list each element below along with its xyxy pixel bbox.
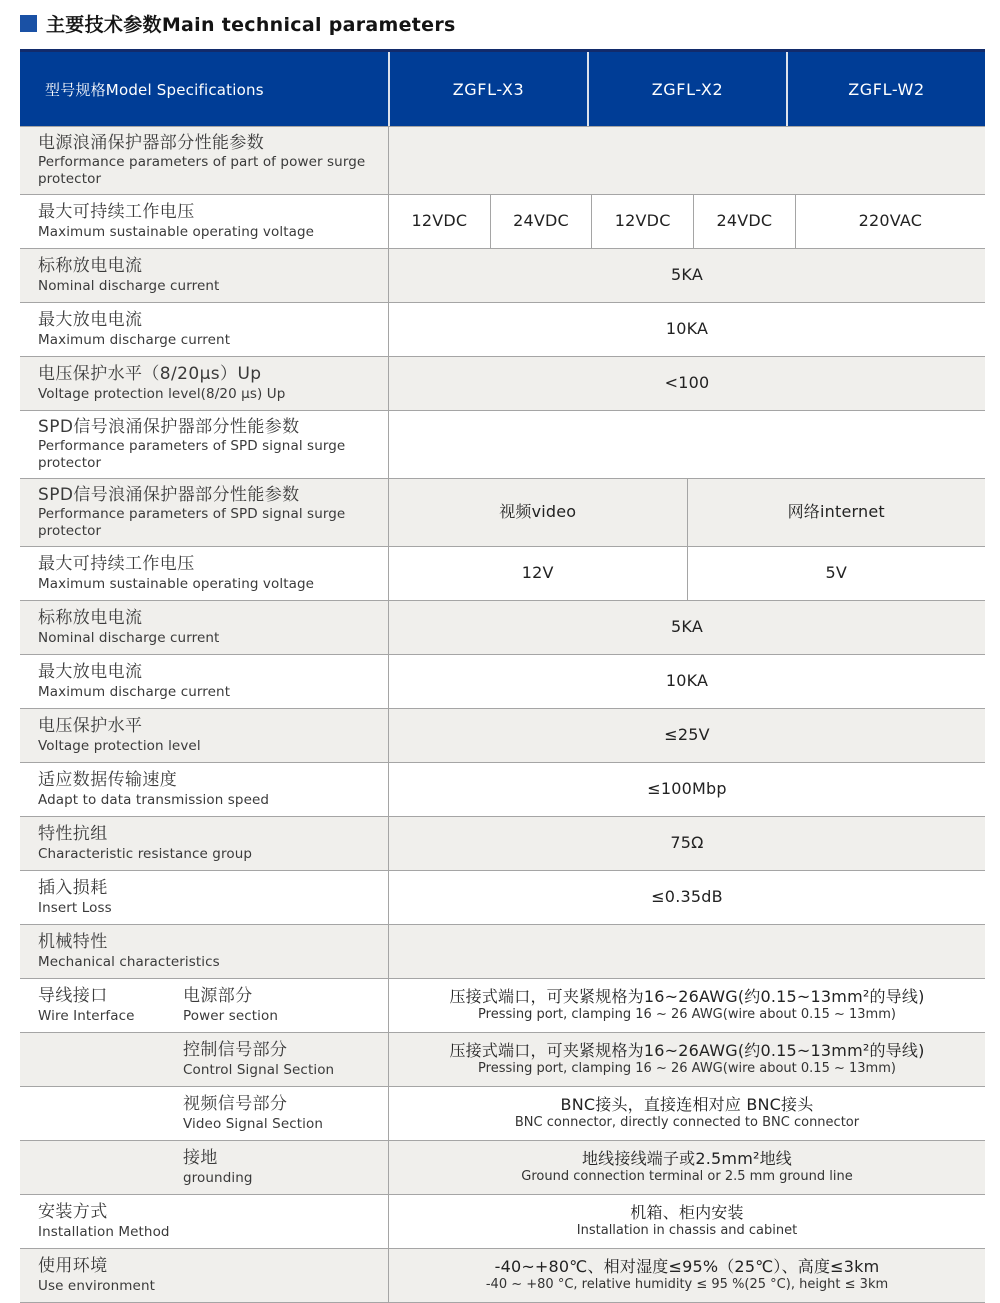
row-label-en: Mechanical characteristics — [38, 953, 220, 970]
header-model-zgfl-x2: ZGFL-X2 — [587, 52, 786, 126]
row-label-en: Nominal discharge current — [38, 629, 220, 646]
value-text-zh: -40~+80℃、相对湿度≤95%（25℃）、高度≤3km — [494, 1256, 880, 1276]
row-label — [20, 1141, 388, 1194]
table-row — [20, 708, 985, 762]
table-row — [20, 546, 985, 600]
row-values — [388, 925, 985, 978]
table-row — [20, 816, 985, 870]
section-title-en: Main technical parameters — [161, 14, 456, 36]
row-label-zh: SPD信号浪涌保护器部分性能参数 — [38, 417, 300, 437]
row-label-en: Adapt to data transmission speed — [38, 791, 270, 808]
row-label — [20, 357, 388, 410]
row-values — [388, 763, 985, 816]
row-label-zh: 电源浪涌保护器部分性能参数 — [38, 133, 265, 153]
row-label — [20, 709, 388, 762]
value-cell — [389, 1195, 985, 1248]
value-cell — [389, 763, 985, 816]
table-row — [20, 302, 985, 356]
value-text-zh: 24VDC — [513, 211, 569, 231]
row-values — [388, 479, 985, 546]
value-cell — [389, 411, 985, 478]
row-label-en: Maximum discharge current — [38, 331, 231, 348]
row-label — [20, 479, 388, 546]
row-label-zh: 最大可持续工作电压 — [38, 202, 195, 223]
value-text-zh: ≤25V — [664, 725, 710, 745]
row-label-en: Use environment — [38, 1277, 155, 1294]
row-label-zh: 插入损耗 — [38, 878, 108, 899]
row-label-zh: 电压保护水平 — [38, 716, 143, 737]
row-sub-label-en: Control Signal Section — [183, 1061, 335, 1078]
row-label-zh: 使用环境 — [38, 1256, 108, 1277]
value-cell — [490, 195, 592, 248]
value-text-zh: BNC接头，直接连相对应 BNC接头 — [560, 1094, 814, 1114]
row-sub-label-en: grounding — [183, 1169, 253, 1186]
row-label-zh: 特性抗组 — [38, 824, 108, 845]
spec-table — [20, 49, 985, 1303]
row-group-label — [38, 986, 183, 1024]
value-text-zh: 10KA — [665, 319, 709, 339]
value-text-zh: 12V — [521, 563, 554, 583]
value-cell — [389, 547, 687, 600]
table-row — [20, 194, 985, 248]
value-cell — [389, 357, 985, 410]
row-label-zh: 最大放电电流 — [38, 310, 143, 331]
row-label-en: Performance parameters of SPD signal surge protector — [38, 438, 346, 472]
value-text-zh: 12VDC — [614, 211, 671, 231]
value-cell — [389, 979, 985, 1032]
value-cell — [591, 195, 693, 248]
row-values — [388, 655, 985, 708]
row-label-en: Maximum discharge current — [38, 683, 231, 700]
table-row — [20, 978, 985, 1032]
row-label-en: Nominal discharge current — [38, 277, 220, 294]
row-label-zh: 电压保护水平（8/20μs）Up — [38, 364, 262, 385]
table-row — [20, 478, 985, 546]
row-values — [388, 547, 985, 600]
header-model-zgfl-x3: ZGFL-X3 — [388, 52, 587, 126]
row-values — [388, 1249, 985, 1302]
row-values — [388, 1033, 985, 1086]
value-text-en: Pressing port, clamping 16 ~ 26 AWG(wire about 0.15 ~ 13mm) — [478, 1061, 896, 1077]
table-row — [20, 1194, 985, 1248]
table-row — [20, 870, 985, 924]
value-text-zh: 地线接线端子或2.5mm²地线 — [581, 1148, 793, 1168]
value-text-en: -40 ~ +80 °C, relative humidity ≤ 95 %(25 °C), height ≤ 3km — [485, 1277, 889, 1293]
section-title-zh: 主要技术参数 — [46, 14, 162, 36]
row-label — [20, 817, 388, 870]
value-cell — [687, 547, 986, 600]
value-text-en: Pressing port, clamping 16 ~ 26 AWG(wire about 0.15 ~ 13mm) — [478, 1007, 896, 1023]
row-label-zh: 最大可持续工作电压 — [38, 554, 195, 575]
header-model-zgfl-w2: ZGFL-W2 — [786, 52, 985, 126]
table-row — [20, 762, 985, 816]
row-values — [388, 303, 985, 356]
value-cell — [693, 195, 795, 248]
row-values — [388, 127, 985, 194]
row-label-en: Performance parameters of SPD signal surge protector — [38, 506, 346, 540]
row-label — [20, 763, 388, 816]
row-label — [20, 411, 388, 478]
row-label — [20, 1249, 388, 1302]
row-label — [20, 925, 388, 978]
value-text-zh: 视频video — [499, 502, 577, 522]
row-label-zh: SPD信号浪涌保护器部分性能参数 — [38, 485, 300, 505]
value-cell — [389, 127, 985, 194]
value-text-zh: 网络internet — [787, 502, 885, 522]
value-text-zh: 5KA — [671, 617, 703, 637]
value-cell — [389, 1141, 985, 1194]
table-row — [20, 356, 985, 410]
row-label — [20, 547, 388, 600]
row-values — [388, 249, 985, 302]
value-cell — [389, 655, 985, 708]
value-text-zh: 压接式端口，可夹紧规格为16~26AWG(约0.15~13mm²的导线) — [449, 1040, 925, 1060]
value-cell — [389, 479, 687, 546]
header-model-specifications: 型号规格Model Specifications — [45, 80, 264, 99]
row-label — [20, 1195, 388, 1248]
value-cell — [687, 479, 986, 546]
value-text-en: BNC connector, directly connected to BNC connector — [514, 1115, 860, 1131]
table-row — [20, 248, 985, 302]
row-label-zh: 最大放电电流 — [38, 662, 143, 683]
row-values — [388, 601, 985, 654]
row-label — [20, 195, 388, 248]
row-sub-label — [183, 1040, 380, 1078]
section-title — [20, 10, 985, 37]
row-label-en: Installation Method — [38, 1223, 170, 1240]
table-row — [20, 1086, 985, 1140]
row-sub-label-zh: 控制信号部分 — [183, 1040, 288, 1061]
value-text-zh: ≤100Mbp — [647, 779, 727, 799]
spec-table-header — [20, 49, 985, 126]
value-cell — [389, 1033, 985, 1086]
row-sub-label-zh: 电源部分 — [183, 986, 253, 1007]
section-title-text — [46, 10, 456, 37]
value-cell — [389, 249, 985, 302]
row-label-zh: 机械特性 — [38, 932, 108, 953]
row-values — [388, 1195, 985, 1248]
value-text-en: Ground connection terminal or 2.5 mm ground line — [521, 1169, 853, 1185]
value-text-zh: 12VDC — [411, 211, 468, 231]
row-values — [388, 817, 985, 870]
value-text-zh: 75Ω — [670, 833, 704, 853]
row-sub-label — [183, 1148, 380, 1186]
row-sub-label-zh: 接地 — [183, 1148, 218, 1169]
value-cell — [389, 925, 985, 978]
value-text-zh: 机箱、柜内安装 — [630, 1202, 744, 1222]
row-sub-label-en: Power section — [183, 1007, 279, 1024]
value-text-zh: 5V — [825, 563, 848, 583]
row-label-zh: 标称放电电流 — [38, 608, 143, 629]
row-label — [20, 127, 388, 194]
row-values — [388, 709, 985, 762]
row-group-label-zh: 导线接口 — [38, 986, 108, 1007]
row-values — [388, 195, 985, 248]
value-text-zh: 24VDC — [716, 211, 773, 231]
spec-table-rows — [20, 126, 985, 1302]
row-label-en: Performance parameters of part of power surge protector — [38, 154, 366, 188]
table-row — [20, 1032, 985, 1086]
value-cell — [389, 1087, 985, 1140]
table-row — [20, 654, 985, 708]
row-sub-label — [183, 1094, 380, 1132]
row-label — [20, 249, 388, 302]
value-text-zh: 5KA — [671, 265, 703, 285]
row-label-zh: 标称放电电流 — [38, 256, 143, 277]
value-text-zh: 220VAC — [858, 211, 923, 231]
value-cell — [389, 601, 985, 654]
value-cell — [389, 303, 985, 356]
value-cell — [389, 871, 985, 924]
row-values — [388, 357, 985, 410]
row-values — [388, 1141, 985, 1194]
value-text-zh: 压接式端口，可夹紧规格为16~26AWG(约0.15~13mm²的导线) — [449, 986, 925, 1006]
row-label-en: Characteristic resistance group — [38, 845, 253, 862]
row-sub-label-zh: 视频信号部分 — [183, 1094, 288, 1115]
row-group-label-en: Wire Interface — [38, 1007, 135, 1024]
table-row — [20, 600, 985, 654]
value-cell — [795, 195, 985, 248]
row-sub-label-en: Video Signal Section — [183, 1115, 324, 1132]
title-bullet-square — [20, 15, 37, 32]
value-cell — [389, 817, 985, 870]
row-sub-label — [183, 986, 380, 1024]
value-cell — [389, 709, 985, 762]
row-label-en: Voltage protection level(8/20 μs) Up — [38, 385, 286, 402]
row-label-en: Insert Loss — [38, 899, 112, 916]
row-values — [388, 979, 985, 1032]
row-label — [20, 1033, 388, 1086]
table-row — [20, 410, 985, 478]
row-label-en: Maximum sustainable operating voltage — [38, 223, 315, 240]
row-values — [388, 1087, 985, 1140]
row-values — [388, 871, 985, 924]
row-label — [20, 871, 388, 924]
row-values — [388, 411, 985, 478]
table-row — [20, 924, 985, 978]
value-text-zh: <100 — [664, 373, 710, 393]
row-label-zh: 安装方式 — [38, 1202, 108, 1223]
value-cell — [389, 1249, 985, 1302]
value-text-zh: 10KA — [665, 671, 709, 691]
row-label — [20, 601, 388, 654]
row-label-zh: 适应数据传输速度 — [38, 770, 178, 791]
row-label-en: Voltage protection level — [38, 737, 201, 754]
value-text-en: Installation in chassis and cabinet — [576, 1223, 798, 1239]
value-text-zh: ≤0.35dB — [651, 887, 723, 907]
row-label — [20, 979, 388, 1032]
row-label-en: Maximum sustainable operating voltage — [38, 575, 315, 592]
value-cell — [389, 195, 490, 248]
row-label — [20, 655, 388, 708]
row-label — [20, 303, 388, 356]
table-row — [20, 1248, 985, 1302]
table-row — [20, 126, 985, 194]
row-label — [20, 1087, 388, 1140]
table-row — [20, 1140, 985, 1194]
